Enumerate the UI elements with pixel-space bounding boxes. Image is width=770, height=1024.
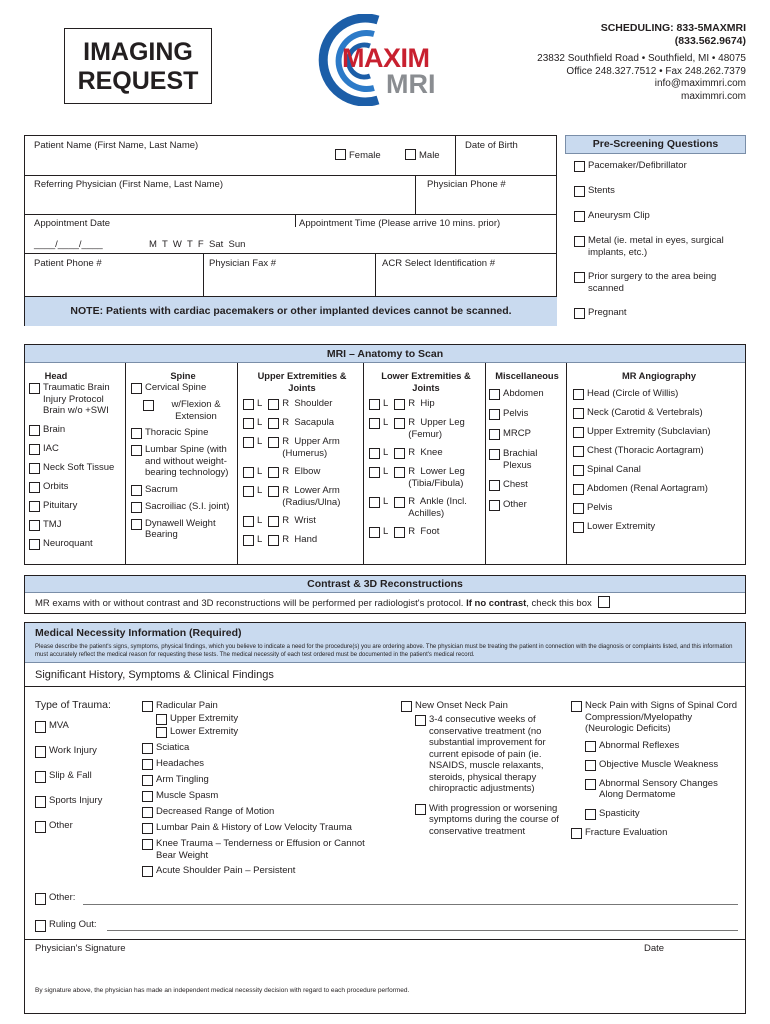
- symptom-label: Arm Tingling: [156, 774, 209, 785]
- physician-fax-label: Physician Fax #: [209, 258, 277, 269]
- company-logo: [300, 14, 460, 106]
- angio-title: MR Angiography: [621, 371, 697, 381]
- prescreen-item[interactable]: [574, 235, 746, 258]
- spine-item[interactable]: [131, 484, 235, 496]
- anatomy-section: [24, 344, 746, 565]
- left-label: L: [257, 515, 263, 526]
- contact-block: [537, 22, 746, 103]
- trauma-item-label: Work Injury: [49, 745, 97, 756]
- neck-new-onset-item[interactable]: [401, 700, 561, 712]
- referring-physician-label: Referring Physician (First Name, Last Name): [34, 179, 223, 190]
- symptom-item[interactable]: [142, 806, 392, 818]
- angio-label: Lower Extremity: [587, 521, 656, 532]
- website-link[interactable]: maximmri.com: [681, 90, 746, 102]
- spine-label: Dynawell Weight Bearing: [145, 517, 216, 540]
- head-title: Head: [44, 371, 68, 381]
- symptom-item[interactable]: [142, 742, 392, 754]
- lower-label: R Upper Leg (Femur): [408, 417, 468, 440]
- symptom-label: Lumbar Pain & History of Low Velocity Trauma: [156, 822, 352, 833]
- lower-item[interactable]: [369, 466, 483, 489]
- email-link[interactable]: info@maximmri.com: [654, 78, 746, 89]
- prescreen-item[interactable]: [574, 185, 746, 197]
- symptom-label: Lower Extremity: [170, 726, 239, 737]
- prescreening-title: Pre-Screening Questions: [565, 135, 746, 154]
- misc-item[interactable]: [489, 499, 565, 511]
- spinal-sub-item[interactable]: [571, 740, 743, 752]
- lower-item[interactable]: [369, 526, 483, 538]
- necessity-description: Please describe the patient's signs, symptoms, physical findings, which you believe to indicate a need for the procedure(s) you are ordering above. The physician must be treating the patient in connection with the diagnosis or complaints listed, and this information must accurately reflect the medical reason for requesting these tests. The medical necessity of each test ordered must be documented in the patient's medical record.: [35, 644, 733, 658]
- neck-sub-item[interactable]: [401, 714, 561, 795]
- angio-label: Upper Extremity (Subclavian): [587, 426, 711, 437]
- prescreen-item[interactable]: [574, 307, 746, 319]
- symptom-label: Muscle Spasm: [156, 790, 219, 801]
- spinal-cord-column: [571, 700, 743, 843]
- signature-label: Physician's Signature: [35, 943, 126, 954]
- prescreen-label: Pacemaker/Defibrillator: [588, 160, 687, 171]
- head-label: Brain: [43, 423, 66, 435]
- left-label: L: [383, 466, 389, 477]
- left-label: L: [257, 417, 263, 428]
- appointment-time-label: Appointment Time (Please arrive 10 mins. prior): [299, 218, 501, 229]
- upper-label: R Shoulder: [282, 398, 333, 409]
- angio-label: Neck (Carotid & Vertebrals): [587, 407, 703, 418]
- necessity-title: Medical Necessity Information (Required): [35, 627, 242, 639]
- spine-item[interactable]: [131, 518, 235, 541]
- trauma-item-label: Other: [49, 820, 73, 831]
- lower-label: R Knee: [408, 447, 443, 458]
- misc-label: Pelvis: [503, 408, 529, 419]
- symptom-label: Radicular Pain: [156, 700, 218, 711]
- acr-label: ACR Select Identification #: [382, 258, 496, 269]
- contrast-text-pre: MR exams with or without contrast and 3D reconstructions will be performed per radiologist's protocol.: [35, 598, 464, 609]
- prescreen-item[interactable]: [574, 210, 746, 222]
- misc-item[interactable]: [489, 428, 565, 440]
- title-box: [64, 28, 212, 104]
- symptom-item[interactable]: [142, 865, 392, 877]
- head-label: IAC: [43, 442, 59, 454]
- spinal-label: Neck Pain with Signs of Spinal Cord Compression/Myelopathy (Neurologic Deficits): [585, 700, 738, 734]
- title-line-1: IMAGING: [83, 38, 193, 66]
- ruling-out-line[interactable]: [107, 930, 738, 931]
- upper-label: R Elbow: [282, 466, 321, 477]
- lower-label: R Lower Leg (Tibia/Fibula): [408, 466, 468, 489]
- pacemaker-note: NOTE: Patients with cardiac pacemakers or other implanted devices cannot be scanned.: [25, 297, 557, 326]
- symptom-item[interactable]: [142, 790, 392, 802]
- upper-item[interactable]: [243, 417, 361, 429]
- spinal-label: Abnormal Reflexes: [599, 739, 680, 751]
- upper-label: R Wrist: [282, 515, 316, 526]
- upper-extremities-column: [243, 370, 361, 550]
- spinal-sub-item[interactable]: [571, 759, 743, 771]
- prescreen-item[interactable]: [574, 271, 746, 294]
- lower-label: R Hip: [408, 398, 435, 409]
- neck-label: New Onset Neck Pain: [415, 700, 508, 711]
- spine-item[interactable]: [131, 444, 235, 479]
- necessity-header: [25, 623, 745, 663]
- fracture-label: Fracture Evaluation: [585, 826, 668, 838]
- other-line[interactable]: [83, 904, 738, 905]
- symptom-item[interactable]: [142, 758, 392, 770]
- misc-item[interactable]: [489, 408, 565, 420]
- left-label: L: [257, 466, 263, 477]
- prescreen-label: Stents: [588, 185, 615, 196]
- angio-item[interactable]: [573, 388, 745, 400]
- misc-label: Other: [503, 499, 527, 510]
- angio-item[interactable]: [573, 426, 745, 438]
- physician-phone-label: Physician Phone #: [427, 179, 506, 190]
- spine-label: Sacroiliac (S.I. joint): [145, 500, 230, 512]
- spine-item[interactable]: [131, 399, 235, 422]
- contrast-text-post: , check this box: [526, 598, 592, 609]
- symptom-label: Upper Extremity: [170, 713, 239, 724]
- phone-fax: Office 248.327.7512 • Fax 248.262.7379: [566, 65, 746, 77]
- neck-sub-item[interactable]: [401, 803, 561, 838]
- patient-phone-label: Patient Phone #: [34, 258, 102, 269]
- trauma-item[interactable]: [35, 820, 145, 833]
- neck-label: With progression or worsening symptoms during the course of conservative treatment: [429, 802, 559, 837]
- head-item[interactable]: [29, 443, 123, 455]
- head-item[interactable]: [29, 462, 123, 474]
- ruling-out-field[interactable]: [35, 919, 97, 932]
- symptoms-column: [142, 700, 392, 881]
- spine-label: Cervical Spine: [145, 382, 207, 393]
- angio-item[interactable]: [573, 521, 745, 533]
- head-item[interactable]: [29, 382, 123, 417]
- female-label: Female: [349, 150, 381, 161]
- neck-pain-column: [401, 700, 561, 841]
- angio-item[interactable]: [573, 407, 745, 419]
- head-item[interactable]: [29, 481, 123, 493]
- trauma-item[interactable]: [35, 795, 145, 808]
- history-title: Significant History, Symptoms & Clinical Findings: [25, 663, 745, 687]
- head-item[interactable]: [29, 424, 123, 436]
- misc-column: [489, 370, 565, 515]
- symptom-item[interactable]: [142, 822, 392, 834]
- head-item[interactable]: [29, 500, 123, 512]
- upper-item[interactable]: [243, 466, 361, 478]
- angio-label: Abdomen (Renal Aortagram): [587, 483, 708, 494]
- logo-word-mri: MRI: [386, 69, 436, 99]
- spinal-label: Spasticity: [599, 807, 640, 819]
- spine-item[interactable]: [131, 501, 235, 513]
- misc-title: Miscellaneous: [495, 371, 559, 381]
- upper-label: R Lower Arm (Radius/Ulna): [282, 485, 343, 508]
- patient-name-label: Patient Name (First Name, Last Name): [34, 140, 199, 151]
- footer-disclaimer: By signature above, the physician has made an independent medical necessity decision with regard to each procedure performed.: [35, 987, 410, 994]
- left-label: L: [257, 485, 263, 496]
- address: 23832 Southfield Road • Southfield, MI • 48075: [537, 53, 746, 64]
- contrast-text-bold: If no contrast: [466, 598, 527, 609]
- lower-extremities-column: [369, 370, 483, 542]
- left-label: L: [383, 496, 389, 507]
- upper-item[interactable]: [243, 398, 361, 410]
- other-label: Other:: [49, 892, 76, 903]
- neck-label: 3-4 consecutive weeks of conservative treatment (no substantial improvement for current episode of pain (ie. NSAIDS, muscle relaxants, steroids, physical therapy chiropractic adjustments): [429, 714, 546, 794]
- symptom-label: Sciatica: [156, 742, 190, 753]
- upper-item[interactable]: [243, 436, 361, 459]
- head-label: Orbits: [43, 480, 69, 492]
- trauma-item[interactable]: [35, 745, 145, 758]
- symptom-label: Decreased Range of Motion: [156, 806, 275, 817]
- head-column: [29, 370, 123, 554]
- weekday-options[interactable]: M T W T F Sat Sun: [149, 239, 246, 250]
- logo-word-maxim: MAXIM: [342, 43, 430, 73]
- trauma-item-label: Slip & Fall: [49, 770, 92, 781]
- symptom-item[interactable]: [142, 838, 367, 861]
- head-label: Neuroquant: [43, 537, 93, 549]
- title-line-2: REQUEST: [77, 67, 199, 95]
- lower-item[interactable]: [369, 417, 483, 440]
- lower-item[interactable]: [369, 496, 483, 519]
- angio-label: Pelvis: [587, 502, 613, 513]
- symptom-sub-item[interactable]: [142, 726, 392, 738]
- left-label: L: [257, 436, 263, 447]
- prescreening-list: [565, 154, 746, 319]
- dob-label: Date of Birth: [465, 140, 518, 151]
- left-label: L: [257, 534, 263, 545]
- symptom-item[interactable]: [142, 700, 392, 712]
- scheduling-line-2: (833.562.9674): [674, 34, 746, 47]
- spine-item[interactable]: [131, 382, 235, 394]
- prescreen-label: Metal (ie. metal in eyes, surgical implants, etc.): [588, 235, 724, 258]
- upper-item[interactable]: [243, 485, 361, 508]
- spine-label: Lumbar Spine (with and without weight-bearing technology): [145, 444, 229, 478]
- angio-label: Head (Circle of Willis): [587, 388, 679, 399]
- male-checkbox[interactable]: [405, 149, 440, 161]
- misc-label: MRCP: [503, 428, 531, 439]
- lower-title: Lower Extremities & Joints: [381, 371, 471, 393]
- symptom-sub-item[interactable]: [142, 713, 392, 725]
- misc-label: Abdomen: [503, 388, 544, 399]
- ruling-out-label: Ruling Out:: [49, 919, 97, 930]
- upper-label: R Sacapula: [282, 417, 335, 428]
- misc-label: Chest: [503, 479, 528, 490]
- trauma-item-label: MVA: [49, 720, 69, 731]
- spinal-sub-item[interactable]: [571, 808, 743, 820]
- spine-item[interactable]: [131, 427, 235, 439]
- prescreen-item[interactable]: [574, 160, 746, 172]
- misc-item[interactable]: [489, 479, 565, 491]
- upper-label: R Hand: [282, 534, 318, 545]
- contrast-section: [24, 575, 746, 614]
- symptom-label: Acute Shoulder Pain – Persistent: [156, 865, 296, 876]
- angio-label: Chest (Thoracic Aortagram): [587, 445, 704, 456]
- trauma-item-label: Sports Injury: [49, 795, 103, 806]
- prescreen-label: Prior surgery to the area being scanned: [588, 271, 717, 294]
- lower-item[interactable]: [369, 447, 483, 459]
- angio-item[interactable]: [573, 445, 745, 457]
- spinal-sub-item[interactable]: [571, 778, 743, 801]
- necessity-section: [24, 622, 746, 1014]
- left-label: L: [383, 526, 389, 537]
- misc-item[interactable]: [489, 448, 565, 471]
- head-label: Traumatic Brain Injury Protocol Brain w/o +SWI: [43, 382, 110, 416]
- upper-title: Upper Extremities & Joints: [257, 371, 347, 393]
- no-contrast-checkbox[interactable]: [598, 596, 610, 608]
- angio-item[interactable]: [573, 464, 745, 476]
- scheduling-line-1: SCHEDULING: 833-5MAXMRI: [600, 22, 746, 34]
- anatomy-title: MRI – Anatomy to Scan: [25, 345, 745, 363]
- angio-item[interactable]: [573, 502, 745, 514]
- upper-item[interactable]: [243, 534, 361, 546]
- misc-item[interactable]: [489, 388, 565, 400]
- other-field[interactable]: [35, 892, 75, 905]
- appointment-date-label: Appointment Date: [34, 218, 111, 229]
- upper-item[interactable]: [243, 515, 361, 527]
- left-label: L: [383, 417, 389, 428]
- left-label: L: [257, 398, 263, 409]
- lower-label: R Ankle (Incl. Achilles): [408, 496, 470, 519]
- contrast-text: [25, 593, 745, 611]
- symptom-label: Knee Trauma – Tenderness or Effusion or Cannot Bear Weight: [156, 838, 365, 861]
- upper-label: R Upper Arm (Humerus): [282, 436, 343, 459]
- prescreen-label: Aneurysm Clip: [588, 210, 650, 221]
- spinal-label: Objective Muscle Weakness: [599, 758, 719, 770]
- spine-title: Spine: [170, 371, 196, 381]
- head-item[interactable]: [29, 519, 123, 531]
- fracture-item[interactable]: [571, 827, 743, 839]
- male-label: Male: [419, 150, 440, 161]
- spine-label: w/Flexion & Extension: [171, 399, 221, 422]
- trauma-item[interactable]: [35, 720, 145, 733]
- patient-info-grid: [24, 135, 557, 326]
- left-label: L: [383, 398, 389, 409]
- angiography-column: [573, 370, 745, 537]
- angio-item[interactable]: [573, 483, 745, 495]
- trauma-column: [35, 699, 145, 837]
- female-checkbox[interactable]: [335, 149, 381, 161]
- spine-label: Sacrum: [145, 483, 178, 495]
- trauma-label: Type of Trauma:: [35, 699, 111, 711]
- lower-label: R Foot: [408, 526, 440, 537]
- prescreening-panel: [565, 135, 746, 323]
- left-label: L: [383, 447, 389, 458]
- spine-label: Thoracic Spine: [145, 427, 209, 438]
- prescreen-label: Pregnant: [588, 307, 627, 318]
- symptom-label: Headaches: [156, 758, 205, 769]
- angio-label: Spinal Canal: [587, 464, 641, 475]
- misc-label: Brachial Plexus: [503, 448, 538, 471]
- contrast-title: Contrast & 3D Reconstructions: [25, 576, 745, 593]
- neck-spinal-item[interactable]: [571, 700, 743, 735]
- head-label: Pituitary: [43, 499, 78, 511]
- head-item[interactable]: [29, 538, 123, 550]
- symptom-item[interactable]: [142, 774, 392, 786]
- date-blank[interactable]: ____/____/____: [34, 239, 103, 250]
- date-label: Date: [644, 943, 665, 954]
- spinal-label: Abnormal Sensory Changes Along Dermatome: [599, 777, 718, 800]
- trauma-item[interactable]: [35, 770, 145, 783]
- lower-item[interactable]: [369, 398, 483, 410]
- spine-column: [131, 370, 235, 545]
- head-label: Neck Soft Tissue: [43, 461, 115, 473]
- head-label: TMJ: [43, 518, 62, 530]
